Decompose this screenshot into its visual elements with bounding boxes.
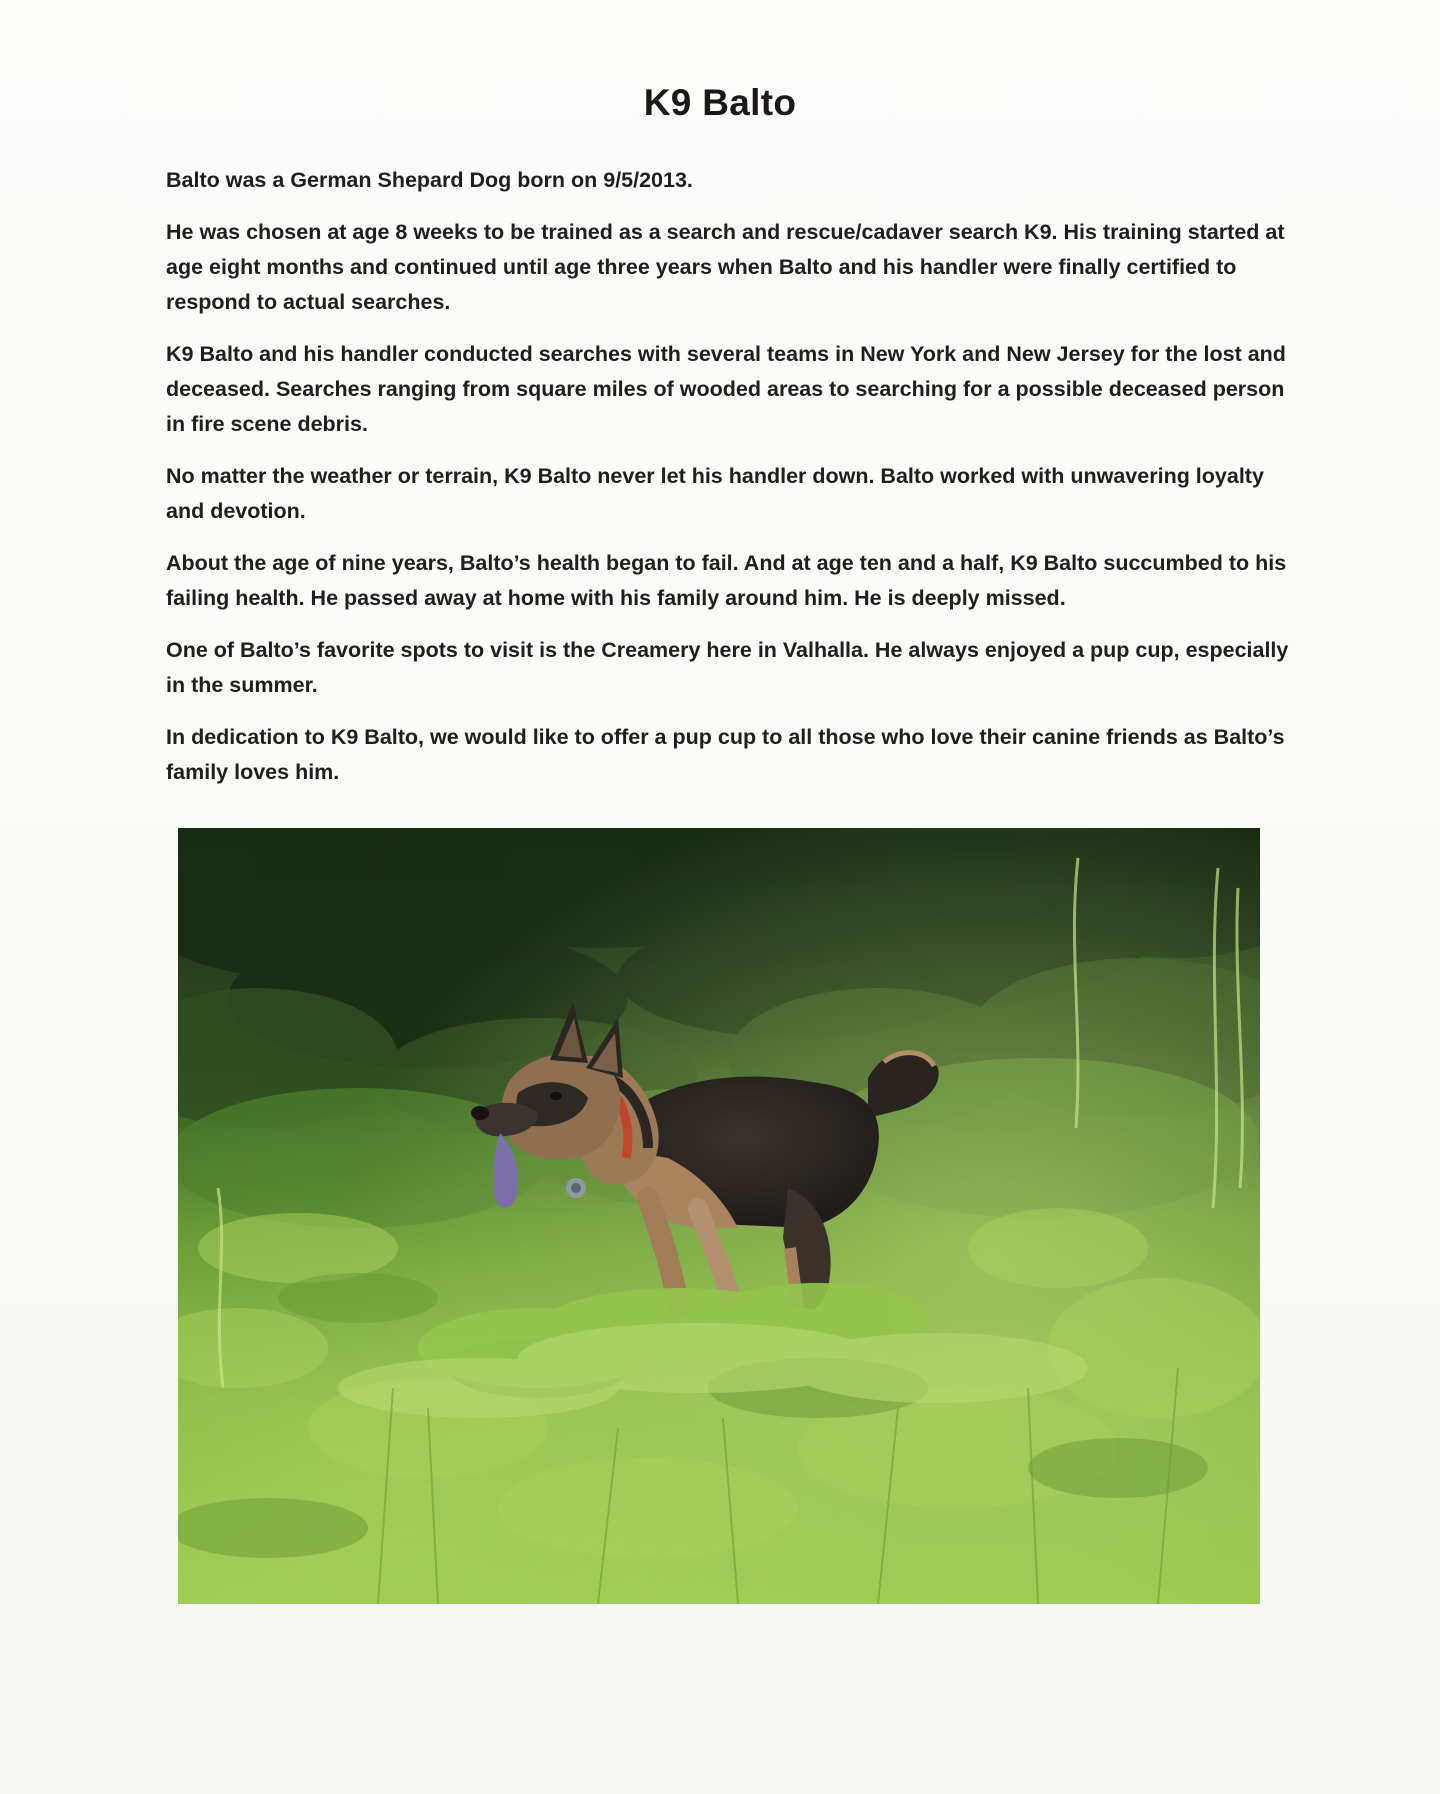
page-title: K9 Balto [643, 82, 797, 123]
paragraph-dedication: In dedication to K9 Balto, we would like to offer a pup cup to all those who love their canine friends as Balto’s family loves him. [166, 725, 1285, 784]
document-body [166, 163, 1306, 807]
german-shepherd-dog-in-grass-photo [178, 828, 1260, 1604]
paragraph-training: He was chosen at age 8 weeks to be trained as a search and rescue/cadaver search K9. His training started at age eight months and continued until age three years when Balto and his handler were finally certified to respond to actual searches. [166, 220, 1285, 314]
paragraph-searches: K9 Balto and his handler conducted searches with several teams in New York and New Jersey for the lost and deceased. Searches ranging from square miles of wooded areas to searching for a possible deceased person in fire scene debris. [166, 342, 1286, 436]
paragraph-health: About the age of nine years, Balto’s health began to fail. And at age ten and a half, K9 Balto succumbed to his failing health. He passed away at home with his family around him. He is deeply missed. [166, 551, 1287, 610]
paragraph-loyalty: No matter the weather or terrain, K9 Balto never let his handler down. Balto worked with unwavering loyalty and devotion. [166, 464, 1264, 523]
paragraph-creamery: One of Balto’s favorite spots to visit is the Creamery here in Valhalla. He always enjoyed a pup cup, especially in the summer. [166, 638, 1289, 697]
paragraph-birth: Balto was a German Shepard Dog born on 9/5/2013. [166, 168, 693, 192]
dog-photo [178, 828, 1260, 1604]
